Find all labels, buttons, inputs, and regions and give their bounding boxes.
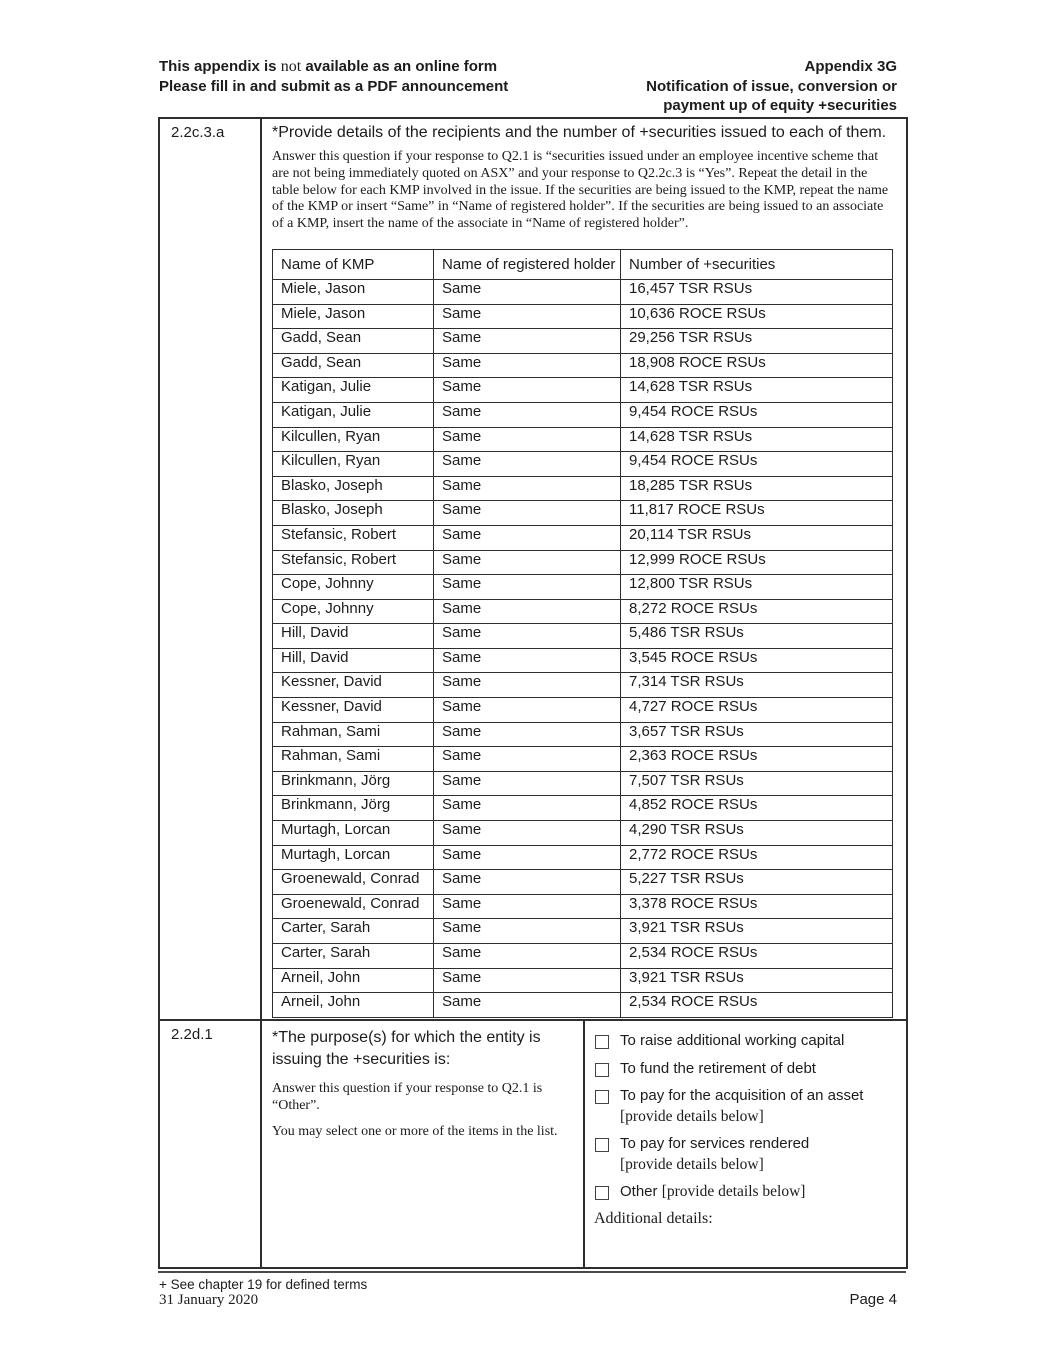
footer-defined-terms-note: + See chapter 19 for defined terms — [159, 1277, 368, 1292]
purpose-option-label: Other [provide details below] — [620, 1183, 806, 1200]
section-label-2-2c-3a: 2.2c.3.a — [159, 118, 261, 1020]
table-row — [273, 378, 893, 403]
table-cell: Cope, Johnny — [273, 599, 434, 624]
purpose-checkbox-list — [594, 1031, 898, 1203]
table-cell: Brinkmann, Jörg — [273, 796, 434, 821]
table-cell: Same — [434, 550, 621, 575]
purpose-option-label: To pay for the acquisition of an asset [provide details below] — [620, 1086, 863, 1127]
checkbox-unchecked[interactable] — [595, 1063, 609, 1077]
table-cell: Carter, Sarah — [273, 944, 434, 969]
kmp-table-body — [273, 279, 893, 1017]
table-row — [273, 771, 893, 796]
table-row — [273, 673, 893, 698]
table-cell: Miele, Jason — [273, 279, 434, 304]
table-cell: Same — [434, 944, 621, 969]
table-cell: 18,908 ROCE RSUs — [621, 353, 893, 378]
table-cell: Same — [434, 427, 621, 452]
table-cell: Brinkmann, Jörg — [273, 771, 434, 796]
table-row — [273, 452, 893, 477]
table-cell: Blasko, Joseph — [273, 476, 434, 501]
table-cell: 9,454 ROCE RSUs — [621, 402, 893, 427]
checkbox-unchecked[interactable] — [595, 1090, 609, 1104]
table-cell: Same — [434, 894, 621, 919]
kmp-column-header: Name of registered holder — [434, 249, 621, 279]
table-row — [273, 353, 893, 378]
section-label-2-2d-1: 2.2d.1 — [159, 1020, 261, 1268]
table-cell: Same — [434, 648, 621, 673]
table-cell: Same — [434, 993, 621, 1018]
table-cell: Same — [434, 845, 621, 870]
table-cell: 2,772 ROCE RSUs — [621, 845, 893, 870]
header-not-word: not — [280, 58, 302, 75]
table-cell: Rahman, Sami — [273, 722, 434, 747]
purpose-option — [594, 1086, 898, 1127]
table-cell: Same — [434, 501, 621, 526]
page-number: Page 4 — [849, 1291, 897, 1308]
form-table — [158, 117, 908, 1269]
table-cell: 12,800 TSR RSUs — [621, 575, 893, 600]
table-cell: 7,314 TSR RSUs — [621, 673, 893, 698]
purpose-option — [594, 1134, 898, 1175]
table-cell: Groenewald, Conrad — [273, 870, 434, 895]
table-cell: 11,817 ROCE RSUs — [621, 501, 893, 526]
table-cell: Katigan, Julie — [273, 402, 434, 427]
table-cell: Same — [434, 402, 621, 427]
footer-divider — [158, 1271, 906, 1273]
table-row — [273, 427, 893, 452]
checkbox-unchecked[interactable] — [595, 1035, 609, 1049]
table-cell: Same — [434, 624, 621, 649]
provide-details-note: [provide details below] — [661, 1183, 806, 1200]
table-row — [273, 279, 893, 304]
purpose-option — [594, 1059, 898, 1080]
table-row — [273, 624, 893, 649]
section-2-2c-3a-content — [261, 118, 907, 1020]
table-row — [273, 402, 893, 427]
form-availability-note — [159, 57, 508, 96]
additional-details-label: Additional details: — [594, 1209, 713, 1227]
table-row — [273, 747, 893, 772]
section-2-2d-1-question-cell — [261, 1020, 584, 1268]
table-cell: Same — [434, 575, 621, 600]
table-cell: Carter, Sarah — [273, 919, 434, 944]
table-cell: Same — [434, 968, 621, 993]
table-cell: Same — [434, 698, 621, 723]
checkbox-unchecked[interactable] — [595, 1186, 609, 1200]
provide-details-note: [provide details below] — [620, 1155, 764, 1173]
table-cell: Kilcullen, Ryan — [273, 427, 434, 452]
table-cell: Same — [434, 525, 621, 550]
table-row — [273, 821, 893, 846]
question-2-2d-1: *The purpose(s) for which the entity is issuing the +securities is: — [272, 1029, 541, 1068]
table-cell: 3,921 TSR RSUs — [621, 968, 893, 993]
table-row — [273, 919, 893, 944]
table-cell: Rahman, Sami — [273, 747, 434, 772]
guidance-2-2d-1 — [272, 1080, 571, 1140]
kmp-table — [272, 249, 893, 1018]
table-row — [273, 796, 893, 821]
section-2-2c-3a-row — [159, 118, 907, 1020]
table-row — [273, 304, 893, 329]
table-cell: 10,636 ROCE RSUs — [621, 304, 893, 329]
table-cell: 3,657 TSR RSUs — [621, 722, 893, 747]
table-cell: Same — [434, 279, 621, 304]
table-cell: Kessner, David — [273, 673, 434, 698]
table-cell: Same — [434, 796, 621, 821]
purpose-option-label: To fund the retirement of debt — [620, 1059, 816, 1077]
kmp-column-header: Number of +securities — [621, 249, 893, 279]
guidance-2-2d-1-line1: Answer this question if your response to Q2.1 is “Other”. — [272, 1081, 543, 1113]
kmp-column-header: Name of KMP — [273, 249, 434, 279]
table-cell: 5,227 TSR RSUs — [621, 870, 893, 895]
table-cell: Same — [434, 304, 621, 329]
table-cell: Same — [434, 353, 621, 378]
table-cell: 12,999 ROCE RSUs — [621, 550, 893, 575]
checkbox-unchecked[interactable] — [595, 1138, 609, 1152]
provide-details-note: [provide details below] — [620, 1107, 764, 1125]
table-cell: Same — [434, 378, 621, 403]
purpose-option — [594, 1031, 898, 1052]
table-cell: Same — [434, 919, 621, 944]
table-cell: 14,628 TSR RSUs — [621, 378, 893, 403]
table-row — [273, 329, 893, 354]
table-cell: 3,921 TSR RSUs — [621, 919, 893, 944]
appendix-number: Appendix 3G — [804, 58, 897, 75]
table-cell: Miele, Jason — [273, 304, 434, 329]
table-cell: Stefansic, Robert — [273, 525, 434, 550]
table-cell: 14,628 TSR RSUs — [621, 427, 893, 452]
table-cell: Blasko, Joseph — [273, 501, 434, 526]
title-line2: Notification of issue, conversion or — [646, 77, 897, 95]
table-cell: 7,507 TSR RSUs — [621, 771, 893, 796]
table-cell: Same — [434, 329, 621, 354]
purpose-option-label: To raise additional working capital — [620, 1032, 845, 1049]
table-cell: Gadd, Sean — [273, 353, 434, 378]
table-cell: 4,290 TSR RSUs — [621, 821, 893, 846]
table-row — [273, 550, 893, 575]
table-cell: 18,285 TSR RSUs — [621, 476, 893, 501]
table-cell: 5,486 TSR RSUs — [621, 624, 893, 649]
table-cell: Same — [434, 747, 621, 772]
table-cell: Hill, David — [273, 624, 434, 649]
table-cell: 4,852 ROCE RSUs — [621, 796, 893, 821]
table-cell: 4,727 ROCE RSUs — [621, 698, 893, 723]
table-cell: Arneil, John — [273, 993, 434, 1018]
table-cell: Same — [434, 452, 621, 477]
table-cell: Groenewald, Conrad — [273, 894, 434, 919]
table-cell: Katigan, Julie — [273, 378, 434, 403]
table-cell: Same — [434, 722, 621, 747]
table-row — [273, 698, 893, 723]
table-cell: Kilcullen, Ryan — [273, 452, 434, 477]
table-cell: 16,457 TSR RSUs — [621, 279, 893, 304]
table-cell: 8,272 ROCE RSUs — [621, 599, 893, 624]
question-2-2c-3a: *Provide details of the recipients and the number of +securities issued to each of them. — [272, 124, 887, 141]
purpose-options-cell — [584, 1020, 907, 1268]
table-cell: Cope, Johnny — [273, 575, 434, 600]
purpose-option — [594, 1182, 898, 1203]
table-cell: 3,545 ROCE RSUs — [621, 648, 893, 673]
table-cell: Same — [434, 821, 621, 846]
header-left-line1: This appendix is not available as an online form — [159, 58, 498, 75]
section-2-2d-1-row — [159, 1020, 907, 1268]
table-row — [273, 944, 893, 969]
table-cell: 9,454 ROCE RSUs — [621, 452, 893, 477]
table-row — [273, 894, 893, 919]
table-row — [273, 575, 893, 600]
table-row — [273, 476, 893, 501]
table-cell: Hill, David — [273, 648, 434, 673]
table-cell: Same — [434, 870, 621, 895]
table-row — [273, 599, 893, 624]
document-title — [646, 57, 897, 116]
guidance-2-2d-1-line2: You may select one or more of the items in the list. — [272, 1124, 558, 1139]
table-cell: Arneil, John — [273, 968, 434, 993]
kmp-table-header-row — [273, 249, 893, 279]
table-cell: 2,363 ROCE RSUs — [621, 747, 893, 772]
table-row — [273, 968, 893, 993]
table-cell: Murtagh, Lorcan — [273, 821, 434, 846]
header-left-line2: Please fill in and submit as a PDF announcement — [159, 77, 509, 95]
table-row — [273, 993, 893, 1018]
table-cell: Same — [434, 771, 621, 796]
table-cell: 20,114 TSR RSUs — [621, 525, 893, 550]
table-row — [273, 525, 893, 550]
table-cell: 29,256 TSR RSUs — [621, 329, 893, 354]
table-row — [273, 648, 893, 673]
table-row — [273, 845, 893, 870]
table-row — [273, 722, 893, 747]
guidance-2-2c-3a: Answer this question if your response to Q2.1 is “securities issued under an employee incentive scheme that are not being immediately quoted on ASX” and your response to Q2.2c.3 is “Yes”. Repeat the detail in the table below for each KMP involved in the issue. If the securities are being issued to the KMP, repeat the name of the KMP or insert “Same” in “Name of registered holder”. If the securities are being issued to an associate of a KMP, insert the name of the associate in “Name of registered holder”. — [272, 149, 889, 232]
table-cell: Murtagh, Lorcan — [273, 845, 434, 870]
table-row — [273, 501, 893, 526]
table-cell: Stefansic, Robert — [273, 550, 434, 575]
footer-date: 31 January 2020 — [159, 1292, 259, 1308]
table-row — [273, 870, 893, 895]
purpose-option-label: To pay for services rendered [provide details below] — [620, 1134, 809, 1175]
table-cell: Same — [434, 476, 621, 501]
table-cell: Same — [434, 673, 621, 698]
table-cell: Same — [434, 599, 621, 624]
table-cell: Kessner, David — [273, 698, 434, 723]
title-line3: payment up of equity +securities — [663, 97, 897, 114]
table-cell: 3,378 ROCE RSUs — [621, 894, 893, 919]
table-cell: 2,534 ROCE RSUs — [621, 944, 893, 969]
table-cell: 2,534 ROCE RSUs — [621, 993, 893, 1018]
table-cell: Gadd, Sean — [273, 329, 434, 354]
